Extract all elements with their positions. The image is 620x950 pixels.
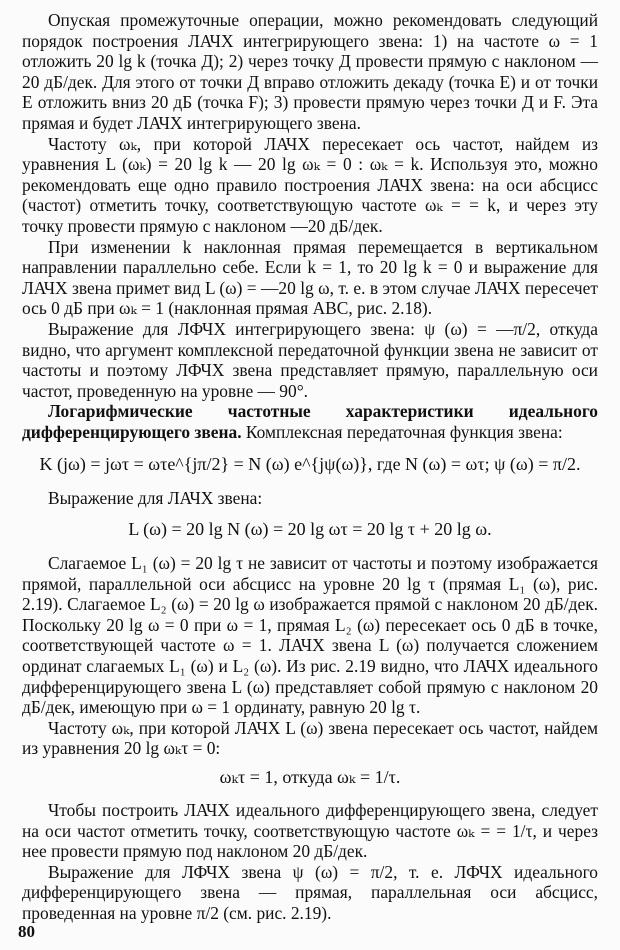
section-heading: Логарифмические частотные характеристики идеального дифференцирующего звена. xyxy=(22,401,598,442)
paragraph-5 xyxy=(22,401,598,442)
paragraph-6: Выражение для ЛАЧХ звена: xyxy=(48,488,263,508)
text-block-top xyxy=(22,10,598,442)
page-number: 80 xyxy=(18,922,35,941)
paragraph-3: При изменении k наклонная прямая перемещается в вертикальном направлении параллельно себе. Если k = 1, то 20 lg k = 0 и выражение для ЛАЧХ звена примет вид L (ω) = —20 lg ω, т. е. в этом случае ЛАЧХ пересечет ось 0 дБ при ωₖ = 1 (наклонная прямая ABC, рис. 2.18). xyxy=(22,236,598,319)
paragraph-9: Чтобы построить ЛАЧХ идеального дифференцирующего звена, следует на оси частот отметить точку, соответствующую частоте ωₖ = = 1/τ, и через нее провести прямую под наклоном 20 дБ/дек. xyxy=(22,800,598,862)
paragraph-8: Частоту ωₖ, при которой ЛАЧХ L (ω) звена пересекает ось частот, найдем из уравнения 20 lg ωₖτ = 0: xyxy=(22,717,598,759)
formula-lachx: L (ω) = 20 lg N (ω) = 20 lg ωτ = 20 lg τ + 20 lg ω. xyxy=(128,519,492,539)
paragraph-4: Выражение для ЛФЧХ интегрирующего звена: ψ (ω) = —π/2, откуда видно, что аргумент комплексной передаточной функции звена не зависит от частоты и поэтому ЛФЧХ звена представляет прямую, параллельную оси частот, проведенную на уровне — 90°. xyxy=(22,318,598,401)
text-block-middle xyxy=(22,553,598,759)
text-block-lachx xyxy=(22,488,598,509)
paragraph-7: Слагаемое L₁ (ω) = 20 lg τ не зависит от частоты и поэтому изображается прямой, параллельной оси абсцисс на уровне 20 lg τ (прямая L₁ (ω), рис. 2.19). Слагаемое L₂ (ω) = 20 lg ω изображается прямой с наклоном 20 дБ/дек. Поскольку 20 lg ω = 0 при ω = 1, прямая L₂ (ω) пересекает ось 0 дБ в точке, соответствующей частоте ω = 1. ЛАЧХ звена L (ω) получается сложением ординат слагаемых L₁ (ω) и L₂ (ω). Из рис. 2.19 видно, что ЛАЧХ идеального дифференцирующего звена L (ω) представляет собой прямую с наклоном 20 дБ/дек, имеющую при ω = 1 ординату, равную 20 lg τ. xyxy=(22,553,598,718)
paragraph-5-rest: Комплексная передаточная функция звена: xyxy=(241,421,563,442)
paragraph-2: Частоту ωₖ, при которой ЛАЧХ пересекает ось частот, найдем из уравнения L (ωₖ) = 20 lg k — 20 lg ωₖ = 0 : ωₖ = k. Используя это, можно рекомендовать еще одно правило построения ЛАЧХ звена: на оси абсцисс (частот) отметить точку, соответствующую частоте ωₖ = = k, и через эту точку провести прямую с наклоном —20 дБ/дек. xyxy=(22,133,598,236)
formula-transfer-function: K (jω) = jωτ = ωτe^{jπ/2} = N (ω) e^{jψ(ω)}, где N (ω) = ωτ; ψ (ω) = π/2. xyxy=(39,454,581,474)
formula-cutoff: ωₖτ = 1, откуда ωₖ = 1/τ. xyxy=(219,767,401,787)
paragraph-10: Выражение для ЛФЧХ звена ψ (ω) = π/2, т. е. ЛФЧХ идеального дифференцирующего звена — прямая, параллельная оси абсцисс, проведенная на уровне π/2 (см. рис. 2.19). xyxy=(22,861,598,923)
text-block-bottom xyxy=(22,800,598,924)
paragraph-1: Опуская промежуточные операции, можно рекомендовать следующий порядок построения ЛАЧХ интегрирующего звена: 1) на частоте ω = 1 отложить 20 lg k (точка Д); 2) через точку Д провести прямую с наклоном —20 дБ/дек. Для этого от точки Д вправо отложить декаду (точка E) и от точки E отложить вниз 20 дБ (точка F); 3) провести прямую через точки Д и F. Эта прямая и будет ЛАЧХ интегрирующего звена. xyxy=(22,10,598,133)
